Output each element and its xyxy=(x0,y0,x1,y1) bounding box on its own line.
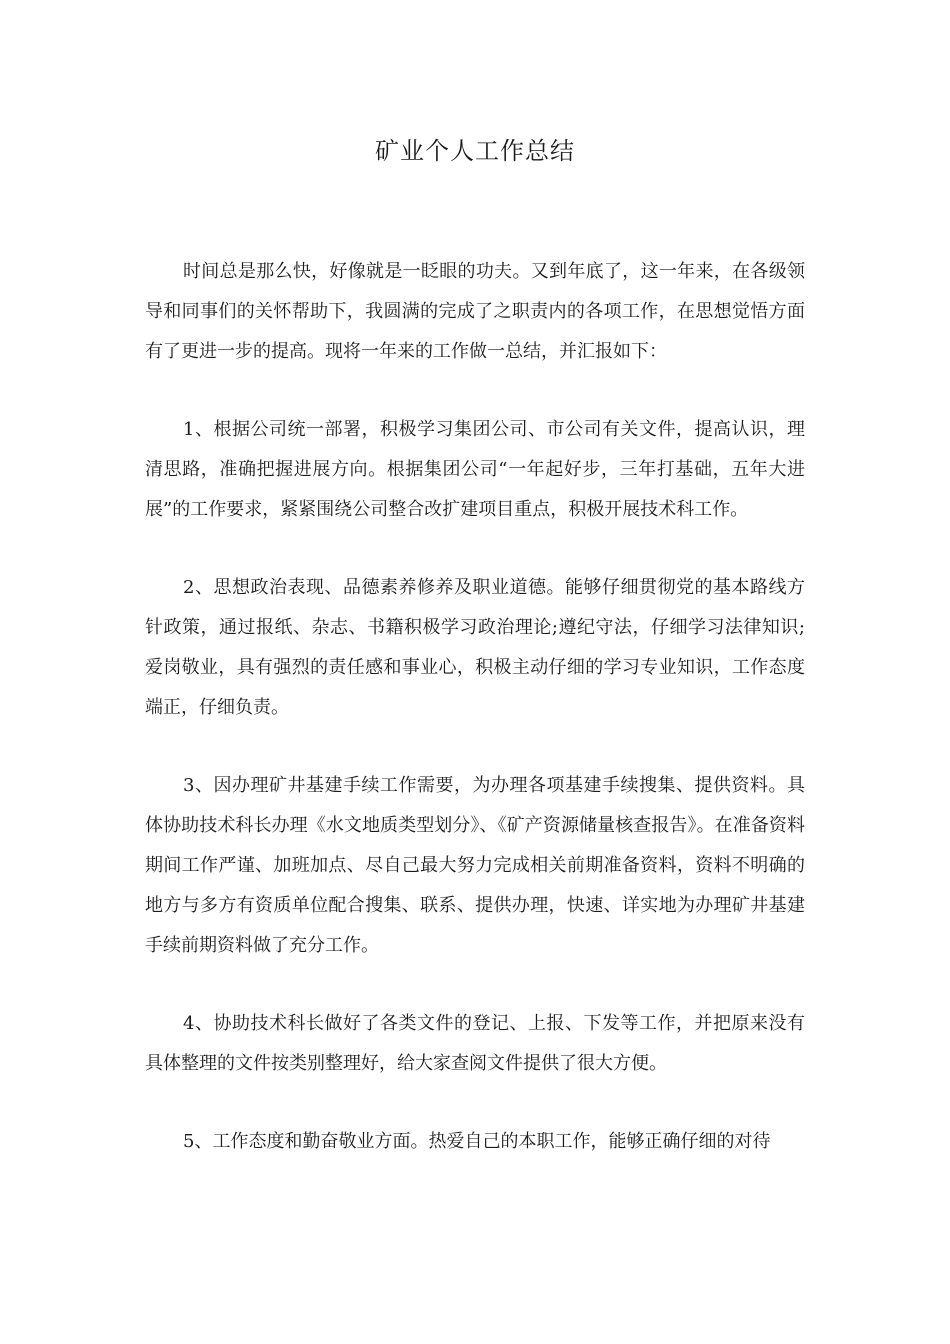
document-title: 矿业个人工作总结 xyxy=(375,137,575,165)
document-body xyxy=(145,252,805,1200)
paragraph-item-1: 1、根据公司统一部署，积极学习集团公司、市公司有关文件，提高认识，理清思路，准确把握进展方向。根据集团公司“一年起好步，三年打基础，五年大进展”的工作要求，紧紧围绕公司整合改扩建项目重点，积极开展技术科工作。 xyxy=(145,419,805,520)
paragraph-item-4: 4、协助技术科长做好了各类文件的登记、上报、下发等工作，并把原来没有具体整理的文件按类别整理好，给大家查阅文件提供了很大方便。 xyxy=(145,1013,805,1074)
paragraph-item-5: 5、工作态度和勤奋敬业方面。热爱自己的本职工作，能够正确仔细的对待 xyxy=(183,1131,771,1152)
paragraph-intro: 时间总是那么快，好像就是一眨眼的功夫。又到年底了，这一年来，在各级领导和同事们的关怀帮助下，我圆满的完成了之职责内的各项工作，在思想觉悟方面有了更进一步的提高。现将一年来的工作做一总结，并汇报如下： xyxy=(145,261,805,362)
paragraph-item-2: 2、思想政治表现、品德素养修养及职业道德。能够仔细贯彻党的基本路线方针政策，通过报纸、杂志、书籍积极学习政治理论;遵纪守法，仔细学习法律知识;爱岗敬业，具有强烈的责任感和事业心，积极主动仔细的学习专业知识，工作态度端正，仔细负责。 xyxy=(145,577,805,718)
paragraph-item-3: 3、因办理矿井基建手续工作需要，为办理各项基建手续搜集、提供资料。具体协助技术科长办理《水文地质类型划分》、《矿产资源储量核查报告》。在准备资料期间工作严谨、加班加点、尽自己最大努力完成相关前期准备资料，资料不明确的地方与多方有资质单位配合搜集、联系、提供办理，快速、详实地为办理矿井基建手续前期资料做了充分工作。 xyxy=(145,775,805,956)
